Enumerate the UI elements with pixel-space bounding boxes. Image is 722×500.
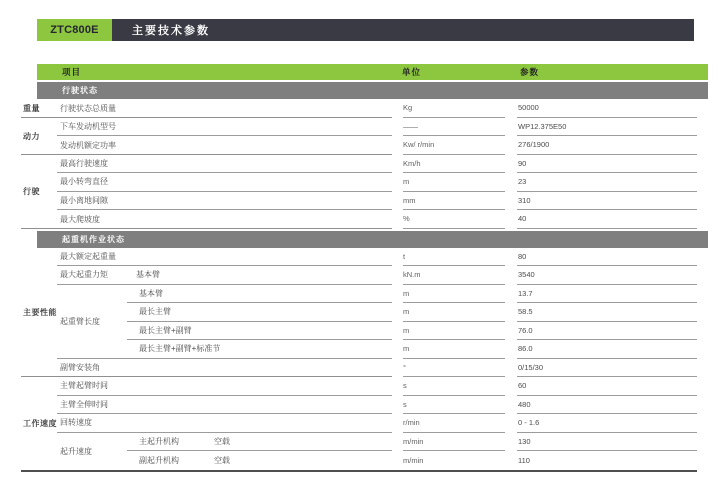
hoist-speed-span-label: 起升速度 <box>60 446 92 456</box>
row-subitem: 最长主臂+副臂 <box>139 325 192 335</box>
row-subitem: 基本臂 <box>139 288 163 298</box>
row-unit: Kg <box>403 99 505 118</box>
row-unit: r/min <box>403 414 505 433</box>
model-badge: ZTC800E <box>37 19 112 41</box>
row-param: 23 <box>517 173 697 192</box>
row-item: 最大爬坡度 <box>60 214 100 224</box>
table-row <box>57 322 707 341</box>
row-item: 副臂安装角 <box>60 363 100 373</box>
row-subitem: 主起升机构 <box>139 436 179 446</box>
row-item: 主臂起臂时间 <box>60 381 108 391</box>
row-unit: m <box>403 173 505 192</box>
row-item: 行驶状态总质量 <box>60 103 116 113</box>
row-unit: —— <box>403 118 505 137</box>
section-bar-driving-state: 行驶状态 <box>37 82 708 99</box>
row-param: 130 <box>517 433 697 452</box>
row-param: 90 <box>517 155 697 174</box>
table-row <box>57 433 707 452</box>
table-row <box>57 173 707 192</box>
category-group-main-performance <box>21 248 707 378</box>
table-row <box>57 340 707 359</box>
table-row <box>57 396 707 415</box>
row-param: 80 <box>517 248 697 267</box>
category-label: 重量 <box>23 103 40 113</box>
table-row <box>57 414 707 433</box>
category-group-power <box>21 118 707 155</box>
row-param: 40 <box>517 210 697 229</box>
row-param: 60 <box>517 377 697 396</box>
category-label: 行驶 <box>23 187 40 196</box>
row-param: WP12.375E50 <box>517 118 697 137</box>
table-row <box>57 99 707 118</box>
row-subitem-load: 空载 <box>214 436 230 446</box>
col-header-unit: 单位 <box>402 67 422 77</box>
row-item: 发动机额定功率 <box>60 140 116 150</box>
row-item: 最小离地间隙 <box>60 195 108 205</box>
category-label: 主要性能 <box>23 307 57 317</box>
category-group-working-speed <box>21 377 707 470</box>
row-param: 3540 <box>517 266 697 285</box>
row-unit: m <box>403 303 505 322</box>
row-subitem-load: 空载 <box>214 455 230 465</box>
table-row <box>57 266 707 285</box>
table-row <box>57 377 707 396</box>
row-subitem: 副起升机构 <box>139 455 179 465</box>
row-unit: t <box>403 248 505 267</box>
row-unit: m <box>403 340 505 359</box>
row-param: 310 <box>517 192 697 211</box>
row-unit: m <box>403 285 505 304</box>
page-title: 主要技术参数 <box>132 25 210 37</box>
row-param: 0/15/30 <box>517 359 697 378</box>
row-param: 76.0 <box>517 322 697 341</box>
row-item: 最大额定起重量 <box>60 251 116 261</box>
row-item: 下车发动机型号 <box>60 121 116 131</box>
row-unit: m/min <box>403 433 505 452</box>
table-row <box>57 285 707 304</box>
row-unit: s <box>403 396 505 415</box>
section-bar-crane-working-state: 起重机作业状态 <box>37 231 708 248</box>
category-group-driving <box>21 155 707 229</box>
row-item: 主臂全伸时间 <box>60 399 108 409</box>
row-param: 276/1900 <box>517 136 697 155</box>
table-row <box>57 136 707 155</box>
row-item: 最大起重力矩 <box>60 270 108 280</box>
row-unit: ° <box>403 359 505 378</box>
row-param: 13.7 <box>517 285 697 304</box>
spec-table <box>21 64 707 472</box>
row-param: 86.0 <box>517 340 697 359</box>
row-unit: Km/h <box>403 155 505 174</box>
col-header-param: 参数 <box>520 67 540 77</box>
table-row <box>57 155 707 174</box>
category-label: 动力 <box>23 131 40 141</box>
category-group-weight <box>21 99 707 118</box>
row-unit: m/min <box>403 455 424 465</box>
row-subitem: 最长主臂+副臂+标准节 <box>139 344 221 354</box>
col-header-item: 项目 <box>62 67 82 77</box>
row-param: 58.5 <box>517 303 697 322</box>
row-unit: s <box>403 377 505 396</box>
category-label: 工作速度 <box>23 418 57 428</box>
row-unit: mm <box>403 192 505 211</box>
row-param: 0 - 1.6 <box>517 414 697 433</box>
row-unit: Kw/ r/min <box>403 136 505 155</box>
row-param: 110 <box>518 455 530 465</box>
table-row <box>57 359 707 378</box>
table-row <box>57 192 707 211</box>
row-subitem: 基本臂 <box>136 270 160 280</box>
row-param: 480 <box>517 396 697 415</box>
table-header-row <box>37 64 708 80</box>
row-item: 最高行驶速度 <box>60 158 108 168</box>
top-header-bar <box>37 19 694 41</box>
row-item: 回转速度 <box>60 418 92 428</box>
row-param: 50000 <box>517 99 697 118</box>
row-subitem: 最长主臂 <box>139 307 171 317</box>
table-row <box>57 303 707 322</box>
table-bottom-border <box>21 470 697 472</box>
table-row <box>57 248 707 267</box>
table-row <box>57 118 707 137</box>
table-row <box>57 451 707 470</box>
row-unit: % <box>403 210 505 229</box>
row-item: 最小转弯直径 <box>60 177 108 187</box>
table-row <box>57 210 707 229</box>
row-unit: m <box>403 322 505 341</box>
boom-length-span-label: 起重臂长度 <box>60 317 100 326</box>
row-unit: kN.m <box>403 266 505 285</box>
